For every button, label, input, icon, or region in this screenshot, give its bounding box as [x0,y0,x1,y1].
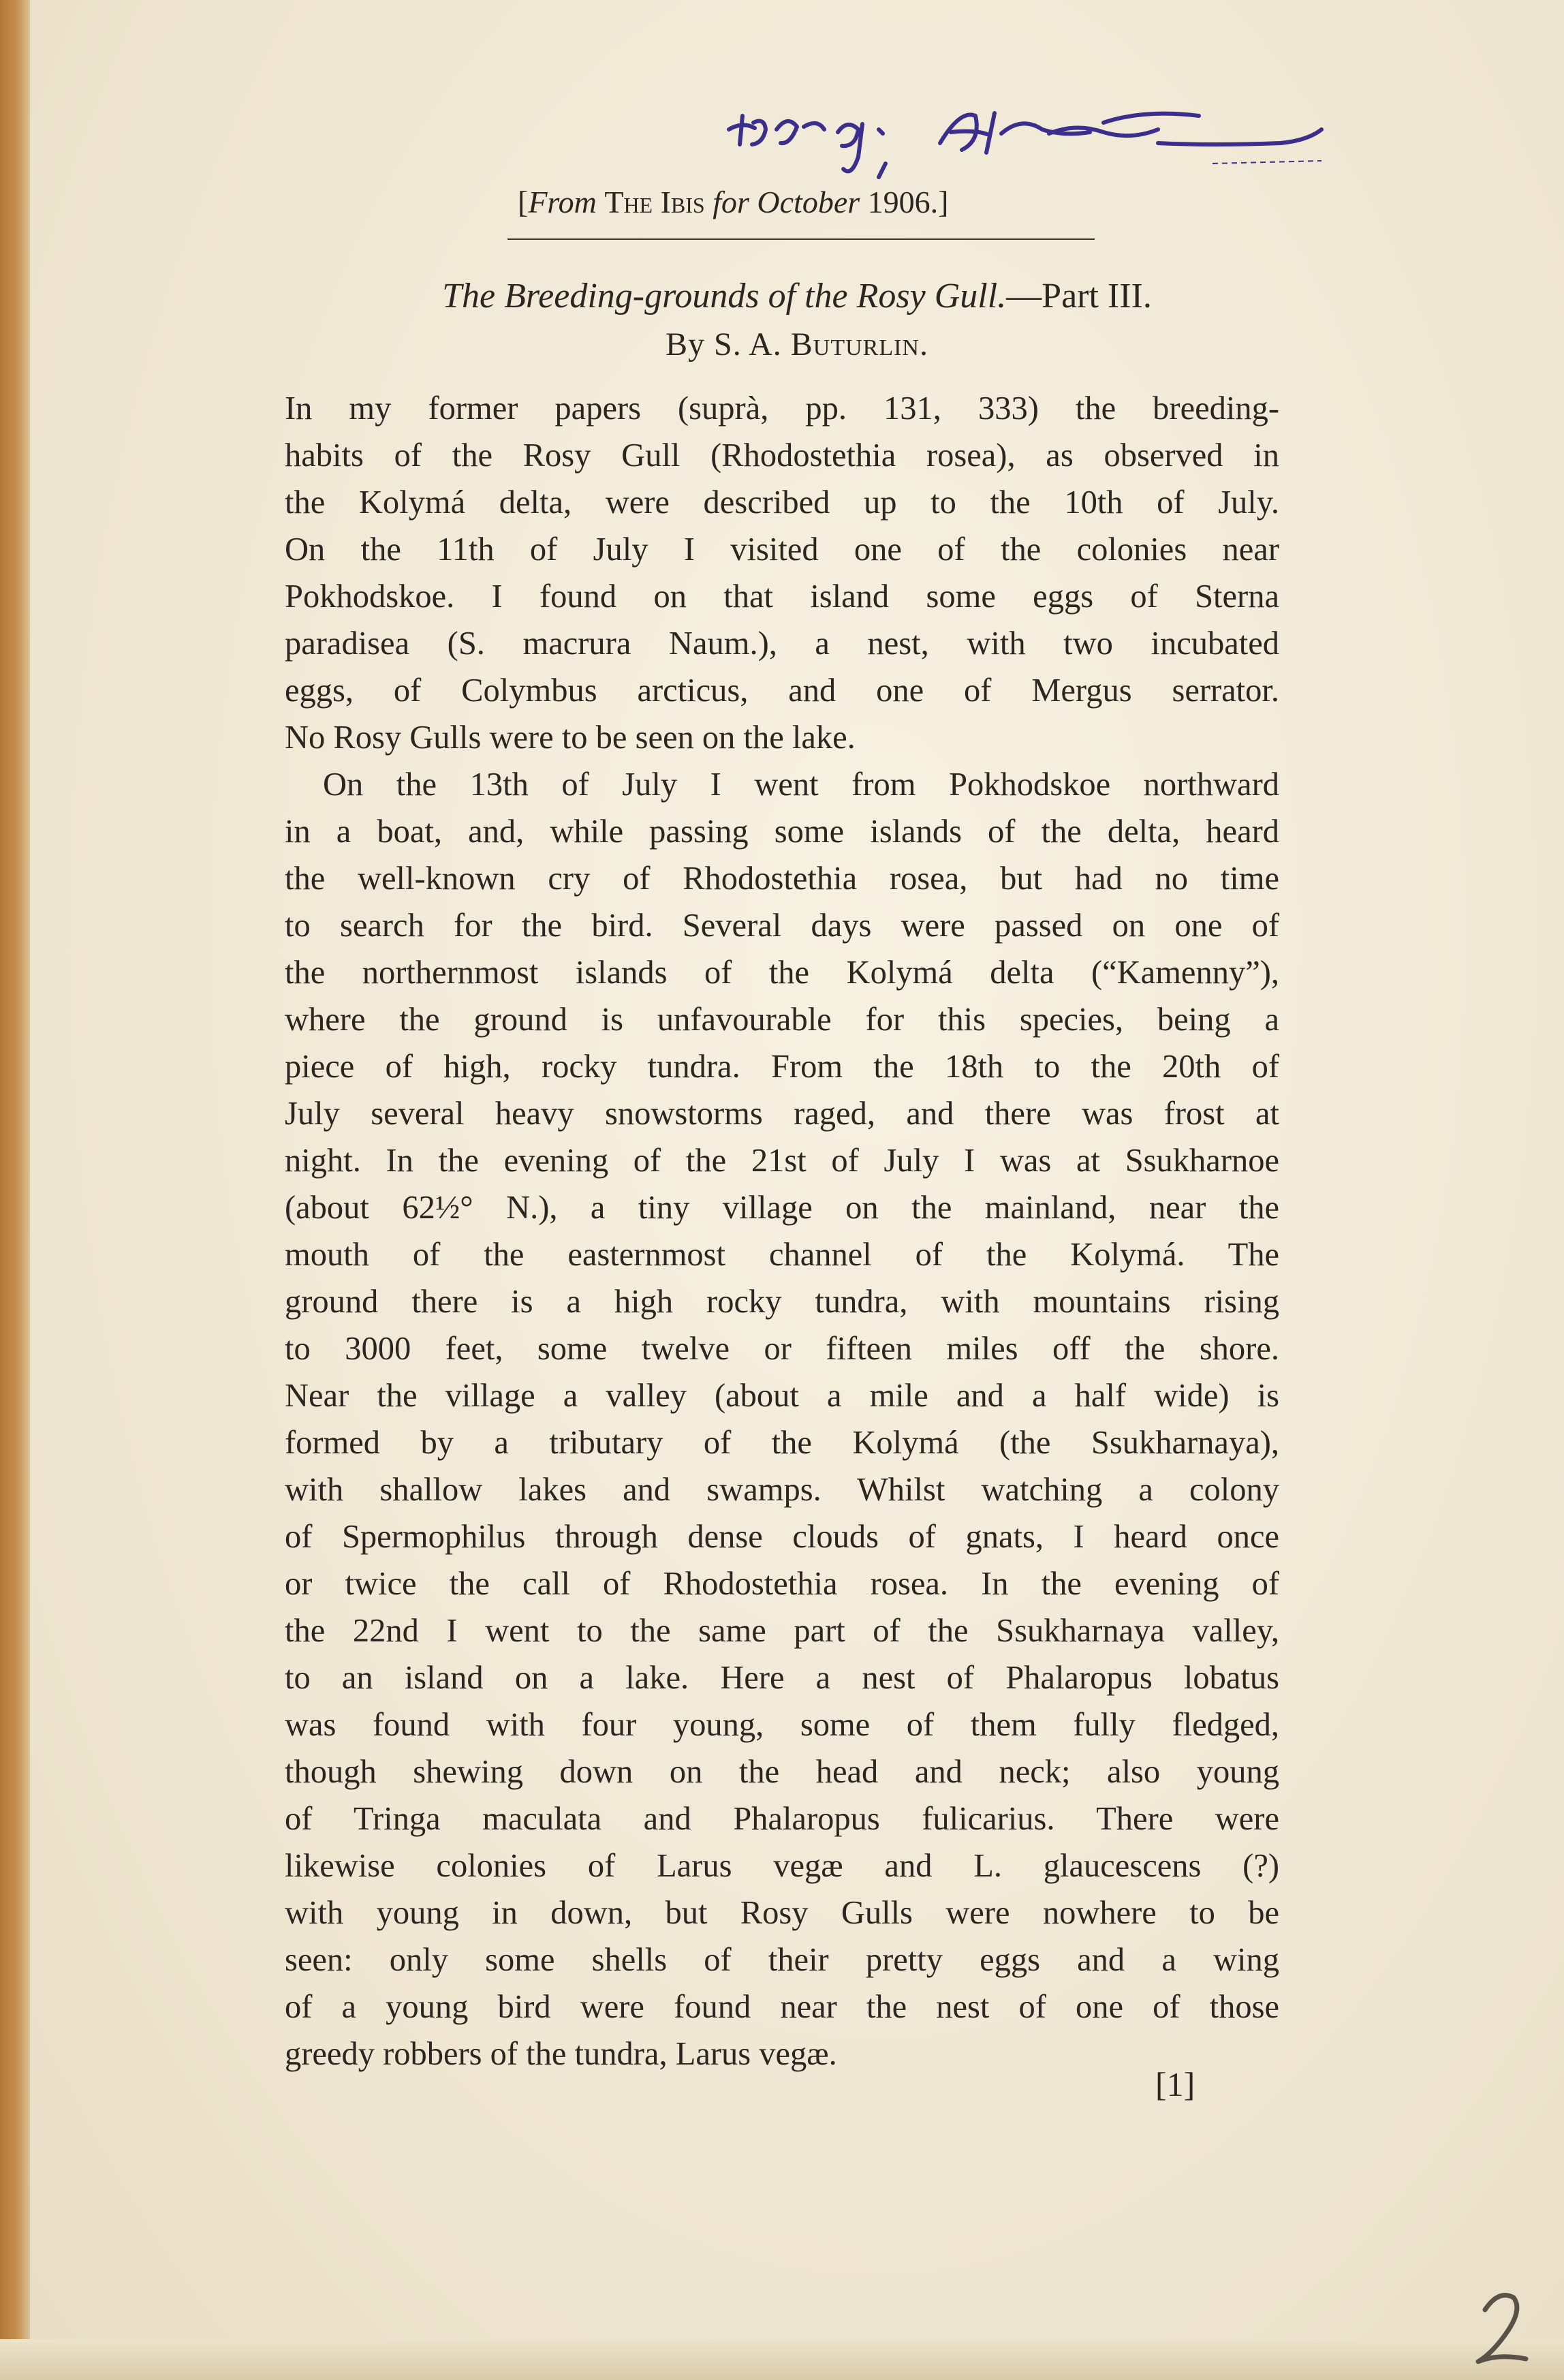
article-title-main: The Breeding-grounds of the Rosy Gull. [442,277,1007,315]
source-year: 1906.] [867,185,949,219]
body-line: to 3000 feet, some twelve or fifteen miles off the shore. [285,1331,1279,1367]
body-line: of Spermophilus through dense clouds of gnats, I heard once [285,1519,1279,1555]
byline-author: Buturlin. [790,326,928,362]
header-divider [507,238,1095,240]
body-line: though shewing down on the head and neck; also young [285,1754,1279,1790]
body-line: to an island on a lake. Here a nest of Phalaropus lobatus [285,1660,1279,1696]
body-line: Near the village a valley (about a mile and a half wide) is [285,1378,1279,1414]
source-from: From [528,185,597,219]
body-line: with young in down, but Rosy Gulls were nowhere to be [285,1895,1279,1931]
body-line: the Kolymá delta, were described up to the 10th of July. [285,484,1279,521]
body-line: to search for the bird. Several days were passed on one of [285,908,1279,944]
body-line: the 22nd I went to the same part of the Ssukharnaya valley, [285,1613,1279,1649]
source-open-bracket: [ [518,185,529,219]
body-line: or twice the call of Rhodostethia rosea. In the evening of [285,1566,1279,1602]
body-line: paradisea (S. macrura Naum.), a nest, with two incubated [285,625,1279,662]
body-line: July several heavy snowstorms raged, and there was frost at [285,1096,1279,1132]
body-line: greedy robbers of the tundra, Larus vegæ. [285,2036,837,2072]
body-line: (about 62½° N.), a tiny village on the mainland, near the [285,1190,1279,1226]
body-line: piece of high, rocky tundra. From the 18th to the 20th of [285,1049,1279,1085]
body-line: the well-known cry of Rhodostethia rosea, but had no time [285,861,1279,897]
page-binding-edge [0,0,30,2380]
page-bottom-edge [0,2339,1564,2380]
article-body [285,385,1279,2077]
body-line: habits of the Rosy Gull (Rhodostethia rosea), as observed in [285,437,1279,474]
body-line: In my former papers (suprà, pp. 131, 333) the breeding- [285,390,1279,427]
body-line: likewise colonies of Larus vegæ and L. glaucescens (?) [285,1848,1279,1884]
source-issue: for October [713,185,860,219]
body-line: eggs, of Colymbus arcticus, and one of Mergus serrator. [285,673,1279,709]
body-line: of a young bird were found near the nest of one of those [285,1989,1279,2025]
corner-page-number [1465,2283,1539,2371]
body-line: night. In the evening of the 21st of July I was at Ssukharnoe [285,1143,1279,1179]
body-line: formed by a tributary of the Kolymá (the Ssukharnaya), [285,1425,1279,1461]
body-line: ground there is a high rocky tundra, with mountains rising [285,1284,1279,1320]
body-line: where the ground is unfavourable for this species, being a [285,1002,1279,1038]
source-journal: The Ibis [604,185,705,219]
body-line: of Tringa maculata and Phalaropus fulicarius. There were [285,1801,1279,1837]
body-line: in a boat, and, while passing some islands of the delta, heard [285,814,1279,850]
body-line: seen: only some shells of their pretty eggs and a wing [285,1942,1279,1978]
source-citation [518,184,1104,220]
article-title-part: —Part III. [1006,277,1152,315]
body-line: No Rosy Gulls were to be seen on the lake. [285,720,856,756]
handwritten-annotation [722,102,1349,191]
body-line: was found with four young, some of them fully fledged, [285,1707,1279,1743]
body-line: Pokhodskoe. I found on that island some eggs of Sterna [285,578,1279,615]
article-title [252,276,1342,316]
page-number: [1] [1155,2065,1195,2103]
body-line: with shallow lakes and swamps. Whilst watching a colony [285,1472,1279,1508]
byline-prefix: By S. A. [666,326,782,362]
body-line: the northernmost islands of the Kolymá delta (“Kamenny”), [285,955,1279,991]
body-line: On the 11th of July I visited one of the colonies near [285,531,1279,568]
body-line: On the 13th of July I went from Pokhodskoe northward [323,767,1279,803]
article-byline [252,326,1342,363]
body-line: mouth of the easternmost channel of the Kolymá. The [285,1237,1279,1273]
